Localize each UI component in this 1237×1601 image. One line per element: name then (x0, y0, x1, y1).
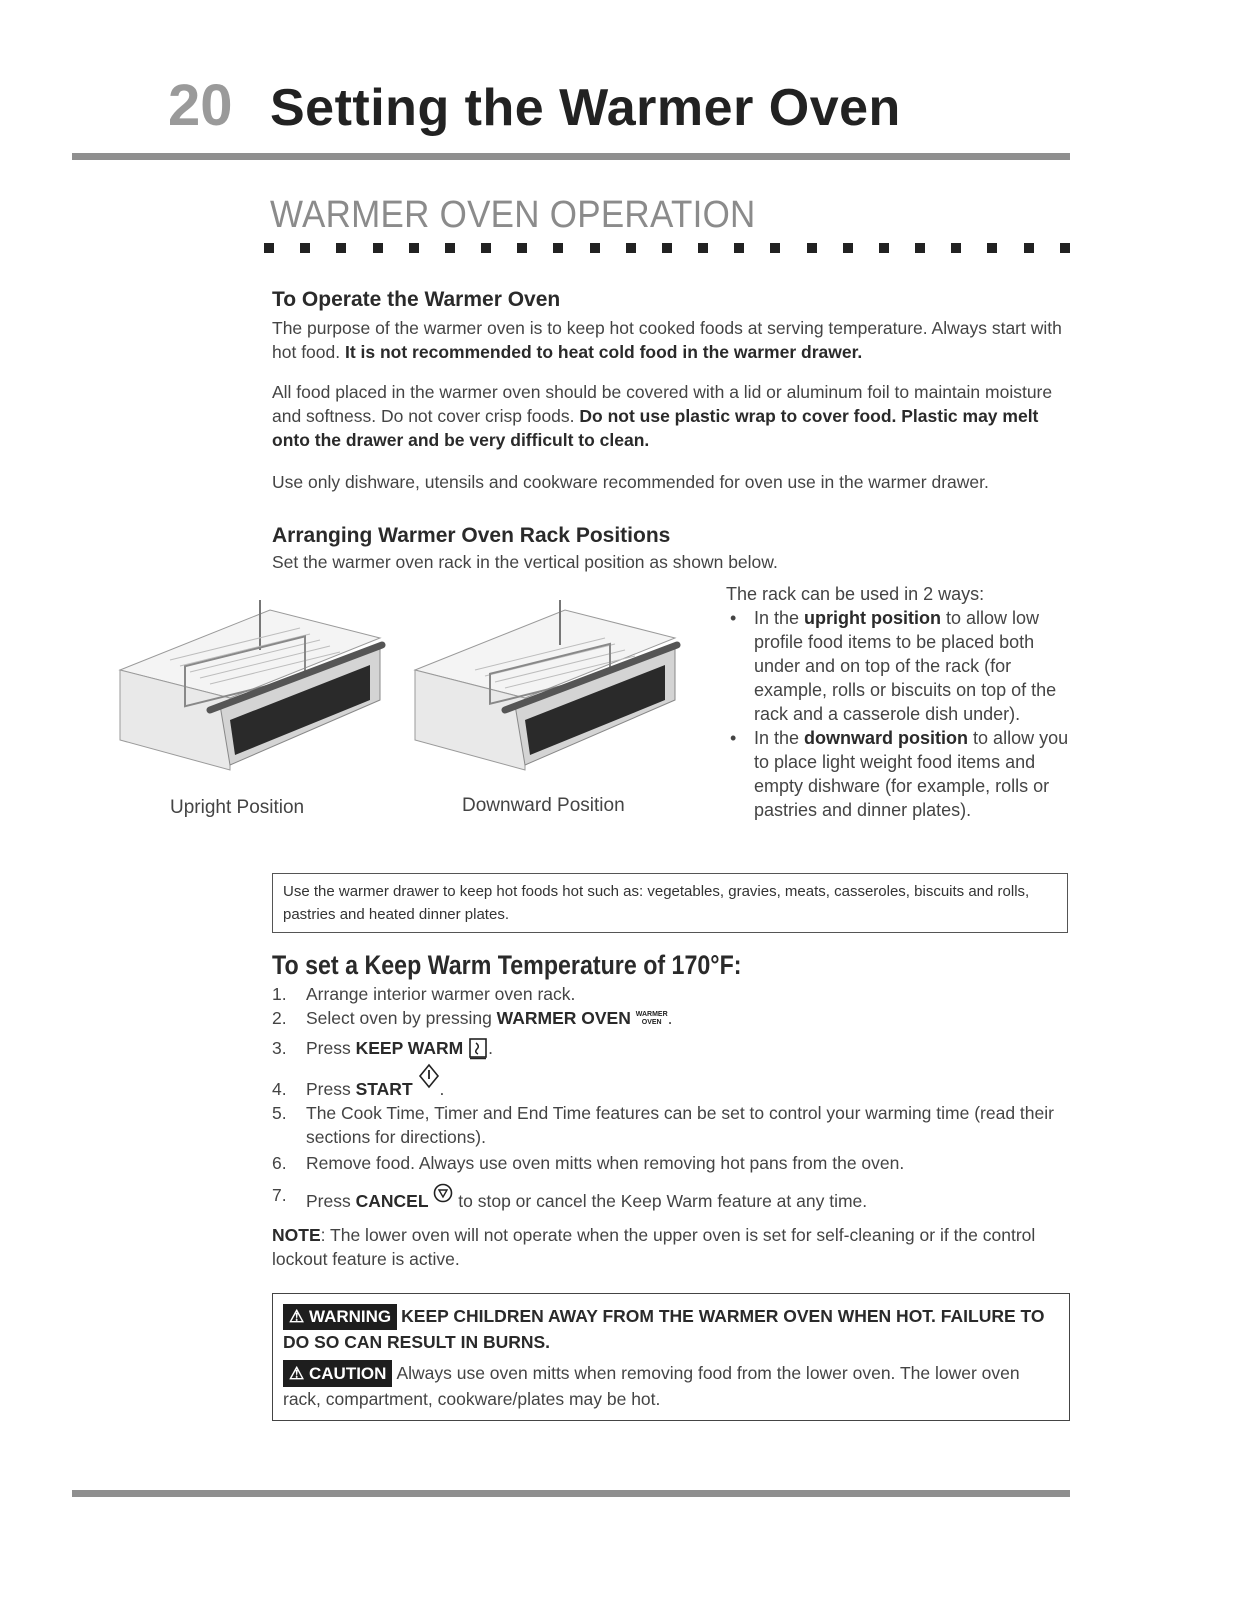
cancel-icon (433, 1183, 453, 1203)
rack-intro: Set the warmer oven rack in the vertical position as shown below. (272, 552, 778, 572)
step-2: 2. Select oven by pressing WARMER OVEN WARMER OVEN . (272, 1008, 673, 1028)
step-7: 7. Press CANCEL to stop or cancel the Keep Warm feature at any time. (272, 1185, 868, 1211)
rack-way-downward: • In the downward position to allow you to place light weight food items and empty dishware (for example, rolls or pastries and dinner plates). (754, 726, 1076, 822)
step-3: 3. Press KEEP WARM . (272, 1036, 1092, 1068)
warning-line: ⚠ WARNING KEEP CHILDREN AWAY FROM THE WARMER OVEN WHEN HOT. FAILURE TO DO SO CAN RESULT IN BURNS. (283, 1306, 1045, 1352)
rack-heading: Arranging Warmer Oven Rack Positions (272, 524, 671, 547)
page-number: 20 (168, 73, 233, 138)
step-4: 4. Press START . (272, 1068, 1092, 1101)
downward-drawer-illustration (405, 590, 695, 790)
keep-warm-steps (272, 982, 1092, 1271)
footer-rule (72, 1490, 1070, 1497)
step-6: 6. Remove food. Always use oven mitts when removing hot pans from the oven. (272, 1153, 905, 1173)
step-5: 5. The Cook Time, Timer and End Time features can be set to control your warming time (read their sections for directions). (272, 1103, 1054, 1147)
operate-paragraph-1: The purpose of the warmer oven is to keep hot cooked foods at serving temperature. Always start with hot food. It is not recommended to heat cold food in the warmer drawer. (272, 318, 1062, 362)
caution-triangle-icon: ⚠ (289, 1364, 305, 1383)
warmer-oven-icon: WARMER OVEN (635, 1011, 668, 1027)
operate-paragraph-3: Use only dishware, utensils and cookware recommended for oven use in the warmer drawer. (272, 472, 989, 492)
caption-downward: Downward Position (462, 795, 625, 816)
operate-heading: To Operate the Warmer Oven (272, 288, 561, 311)
usage-note-box: Use the warmer drawer to keep hot foods hot such as: vegetables, gravies, meats, casseroles, biscuits and rolls, pastries and heated dinner plates. (272, 873, 1068, 933)
page-title: Setting the Warmer Oven (270, 79, 901, 137)
header-rule (72, 153, 1070, 160)
warning-triangle-icon: ⚠ (289, 1307, 305, 1326)
step-1: 1. Arrange interior warmer oven rack. (272, 984, 576, 1004)
warning-badge: ⚠ WARNING (283, 1304, 397, 1330)
caption-upright: Upright Position (170, 797, 305, 818)
keep-warm-note: NOTE: The lower oven will not operate when the upper oven is set for self-cleaning or if the control lockout feature is active. (272, 1225, 1036, 1269)
warning-box (272, 1293, 1070, 1421)
caution-badge: ⚠ CAUTION (283, 1360, 392, 1387)
caution-line: ⚠ CAUTION Always use oven mitts when removing food from the lower oven. The lower oven rack, compartment, cookware/plates may be hot. (283, 1360, 1059, 1412)
rack-way-upright: • In the upright position to allow low profile food items to be placed both under and on top of the rack (for example, rolls or biscuits on top of the rack and a casserole dish under). (754, 606, 1076, 726)
rack-ways-list (726, 582, 1076, 822)
section-title: WARMER OVEN OPERATION (270, 194, 756, 236)
keep-warm-heading: To set a Keep Warm Temperature of 170°F: (272, 950, 742, 980)
operate-paragraph-2: All food placed in the warmer oven should be covered with a lid or aluminum foil to maintain moisture and softness. Do not cover crisp foods. Do not use plastic wrap to cover food. Plastic may melt onto the drawer and be very difficult to clean. (272, 382, 1053, 450)
rack-ways-intro: The rack can be used in 2 ways: (726, 584, 985, 604)
upright-drawer-illustration (110, 590, 400, 790)
start-icon (418, 1063, 440, 1089)
keep-warm-icon (468, 1038, 488, 1060)
decorative-square-row (264, 243, 1070, 255)
